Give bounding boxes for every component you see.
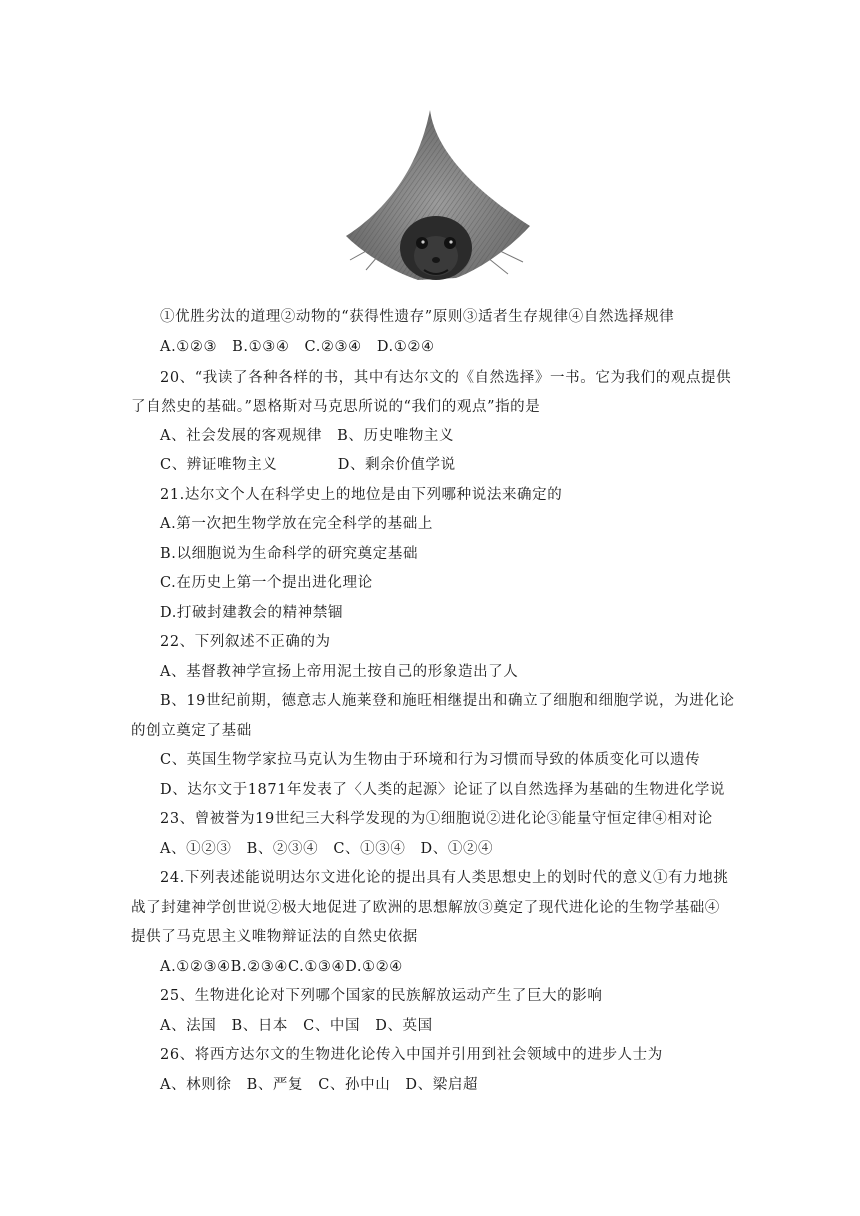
text-line: A.①②③ B.①③④ C.②③④ D.①②④ [160, 339, 435, 355]
text-line: 20、“我读了各种各样的书，其中有达尔文的《自然选择》一书。它为我们的观点提供 [160, 370, 732, 386]
text-line: 的创立奠定了基础 [131, 723, 252, 739]
text-line: 21.达尔文个人在科学史上的地位是由下列哪种说法来确定的 [160, 487, 563, 503]
text-line: A、社会发展的客观规律 B、历史唯物主义 [160, 428, 455, 444]
text-line: 战了封建神学创世说②极大地促进了欧洲的思想解放③奠定了现代进化论的生物学基础④ [131, 900, 720, 916]
text-line: D、达尔文于1871年发表了〈人类的起源〉论证了以自然选择为基础的生物进化学说 [160, 782, 725, 798]
text-line: ①优胜劣汰的道理②动物的“获得性遗存”原则③适者生存规律④自然选择规律 [160, 309, 675, 325]
monkey-illustration [338, 100, 538, 284]
text-line: A.①②③④B.②③④C.①③④D.①②④ [160, 959, 403, 975]
text-line: 26、将西方达尔文的生物进化论传入中国并引用到社会领域中的进步人士为 [160, 1047, 663, 1063]
text-line: 23、曾被誉为19世纪三大科学发现的为①细胞说②进化论③能量守恒定律④相对论 [160, 811, 713, 827]
text-line: A、林则徐 B、严复 C、孙中山 D、梁启超 [160, 1077, 479, 1093]
text-line: C、英国生物学家拉马克认为生物由于环境和行为习惯而导致的体质变化可以遗传 [160, 752, 701, 768]
text-line: 了自然史的基础。”恩格斯对马克思所说的“我们的观点”指的是 [131, 399, 541, 415]
text-line: A.第一次把生物学放在完全科学的基础上 [160, 516, 433, 532]
text-line: C.在历史上第一个提出进化理论 [160, 575, 373, 591]
text-line: C、辨证唯物主义 D、剩余价值学说 [160, 457, 456, 473]
text-line: 24.下列表述能说明达尔文进化论的提出具有人类思想史上的划时代的意义①有力地挑 [160, 870, 729, 886]
text-line: A、①②③ B、②③④ C、①③④ D、①②④ [160, 841, 494, 857]
text-line: B.以细胞说为生命科学的研究奠定基础 [160, 546, 419, 562]
text-line: 提供了马克思主义唯物辩证法的自然史依据 [131, 929, 418, 945]
text-line: B、19世纪前期，德意志人施莱登和施旺相继提出和确立了细胞和细胞学说，为进化论 [160, 693, 735, 709]
text-line: A、基督教神学宣扬上帝用泥土按自己的形象造出了人 [160, 664, 519, 680]
text-line: D.打破封建教会的精神禁锢 [160, 605, 344, 621]
text-line: 25、生物进化论对下列哪个国家的民族解放运动产生了巨大的影响 [160, 988, 603, 1004]
text-line: 22、下列叙述不正确的为 [160, 634, 331, 650]
text-line: A、法国 B、日本 C、中国 D、英国 [160, 1018, 433, 1034]
